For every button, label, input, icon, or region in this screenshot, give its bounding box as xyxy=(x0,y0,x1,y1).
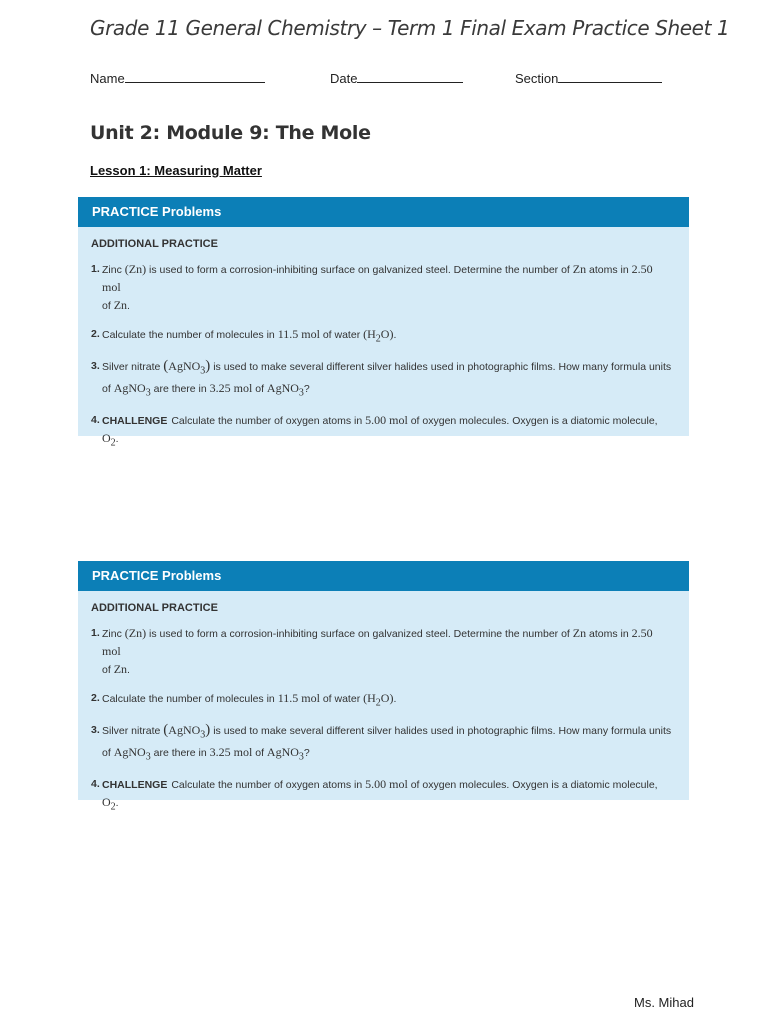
quantity: 11.5 mol xyxy=(277,327,320,341)
problem-2: 2. Calculate the number of molecules in 11.5 mol of water $(H_2O)$. xyxy=(91,691,397,709)
problem-text: . xyxy=(115,797,119,810)
problem-text: is used to form a corrosion-inhibiting surface on galvanized steel. Determine the number of xyxy=(146,264,573,276)
problem-text: atoms in xyxy=(586,628,632,640)
practice-box xyxy=(78,197,689,449)
formula: Zn xyxy=(113,298,128,312)
quantity: 5.00 mol xyxy=(365,413,408,428)
teacher-name: Ms. Mihad xyxy=(634,995,694,1010)
problem-4 xyxy=(91,412,673,451)
problem-text: Calculate the number of molecules in xyxy=(102,693,278,705)
problem-text: . xyxy=(127,664,130,676)
problem-text: of xyxy=(252,382,267,395)
formula: AgNO$_3$ xyxy=(266,380,304,399)
formula: Zn xyxy=(572,262,587,276)
problem-text: Zinc xyxy=(102,628,125,640)
problem-text: of oxygen molecules. Oxygen is a diatomic molecule, xyxy=(407,415,658,428)
problem-number: 3. xyxy=(91,724,100,737)
date-blank-line[interactable] xyxy=(357,69,463,83)
problem-number: 3. xyxy=(91,360,100,373)
problem-text: Calculate the number of oxygen atoms in xyxy=(171,415,366,428)
problem-text: of xyxy=(252,746,267,759)
problem-text: is used to form a corrosion-inhibiting surface on galvanized steel. Determine the number of xyxy=(146,628,573,640)
date-field[interactable] xyxy=(330,69,463,86)
problem-number: 4. xyxy=(91,414,100,427)
lesson-title: Lesson 1: Measuring Matter xyxy=(90,163,262,178)
formula: Zn xyxy=(572,626,587,640)
name-field[interactable] xyxy=(90,69,265,86)
problem-text: of xyxy=(102,664,114,676)
problem-2: 2. Calculate the number of molecules in 11.5 mol of water $(H_2O)$. xyxy=(91,327,397,345)
problem-number: 1. xyxy=(91,263,100,275)
problem-number: 4. xyxy=(91,778,100,791)
quantity: 2.50 mol xyxy=(102,626,653,658)
section-label: Section xyxy=(515,71,559,86)
practice-subheader: ADDITIONAL PRACTICE xyxy=(91,238,218,250)
formula: AgNO$_3$ xyxy=(113,744,151,763)
formula: Zn xyxy=(113,662,128,676)
practice-header: PRACTICE Problems xyxy=(78,197,689,227)
quantity: 2.50 mol xyxy=(102,262,653,294)
challenge-label: CHALLENGE xyxy=(102,415,168,428)
problem-text: of xyxy=(102,300,114,312)
quantity: 3.25 mol xyxy=(209,380,253,395)
practice-subheader: ADDITIONAL PRACTICE xyxy=(91,602,218,614)
problem-text: . xyxy=(393,329,397,341)
section-field[interactable] xyxy=(515,69,662,86)
name-label: Name xyxy=(90,71,125,86)
problem-text: of water xyxy=(319,693,364,705)
formula: AgNO$_3$ xyxy=(113,380,151,399)
problem-number: 2. xyxy=(91,328,100,340)
problem-text: . xyxy=(393,693,397,705)
formula: AgNO$_3$ xyxy=(168,359,206,377)
problem-text: are there in xyxy=(150,746,210,759)
quantity: 11.5 mol xyxy=(277,691,320,705)
formula: AgNO$_3$ xyxy=(266,744,304,763)
problem-text: is used to make several different silver halides used in photographic films. How many formula units of xyxy=(102,361,672,395)
formula: $O_2$ xyxy=(102,795,116,813)
problem-number: 1. xyxy=(91,627,100,639)
formula: $H_2O$ xyxy=(367,327,390,345)
problem-4 xyxy=(91,776,673,815)
formula: $H_2O$ xyxy=(367,691,390,709)
section-blank-line[interactable] xyxy=(558,69,662,83)
problem-text: atoms in xyxy=(586,264,632,276)
problem-text: are there in xyxy=(150,382,210,395)
problem-text: Calculate the number of oxygen atoms in xyxy=(171,779,366,792)
formula: $O_2$ xyxy=(102,431,116,449)
practice-box xyxy=(78,561,689,813)
problem-text: Silver nitrate xyxy=(102,725,164,738)
formula: AgNO$_3$ xyxy=(168,723,206,741)
practice-header: PRACTICE Problems xyxy=(78,561,689,591)
quantity: 3.25 mol xyxy=(209,744,253,759)
problem-1: 1. Zinc (Zn) is used to form a corrosion-inhibiting surface on galvanized steel. Determine the number of Zn atoms in 2.50 mol of Zn. xyxy=(91,262,653,312)
problem-3: 3. Silver nitrate (AgNO$_3$) is used to make several different silver halides used in photographic films. How many formula units of AgNO$_3$ are there in 3.25 mol of AgNO$_3$? xyxy=(91,358,672,399)
problem-1: 1. Zinc (Zn) is used to form a corrosion-inhibiting surface on galvanized steel. Determine the number of Zn atoms in 2.50 mol of Zn. xyxy=(91,626,653,676)
problem-text: is used to make several different silver halides used in photographic films. How many formula units of xyxy=(102,725,672,759)
date-label: Date xyxy=(330,71,358,86)
sheet-title: Grade 11 General Chemistry – Term 1 Final Exam Practice Sheet 1 xyxy=(90,16,730,40)
problem-text: Calculate the number of molecules in xyxy=(102,329,278,341)
problem-number: 2. xyxy=(91,692,100,704)
challenge-label: CHALLENGE xyxy=(102,779,168,792)
problem-text: ? xyxy=(303,382,310,395)
problem-text: . xyxy=(127,300,130,312)
formula: Zn xyxy=(128,626,143,640)
problem-text: . xyxy=(115,433,119,446)
unit-title: Unit 2: Module 9: The Mole xyxy=(90,122,371,144)
problem-text: of oxygen molecules. Oxygen is a diatomic molecule, xyxy=(407,779,658,792)
problem-text: of water xyxy=(319,329,364,341)
formula: Zn xyxy=(128,262,143,276)
problem-text: Silver nitrate xyxy=(102,361,164,374)
problem-text: ? xyxy=(303,746,310,759)
problem-text: Zinc xyxy=(102,264,125,276)
problem-3: 3. Silver nitrate (AgNO$_3$) is used to make several different silver halides used in photographic films. How many formula units of AgNO$_3$ are there in 3.25 mol of AgNO$_3$? xyxy=(91,722,672,763)
quantity: 5.00 mol xyxy=(365,777,408,792)
name-blank-line[interactable] xyxy=(125,69,265,83)
